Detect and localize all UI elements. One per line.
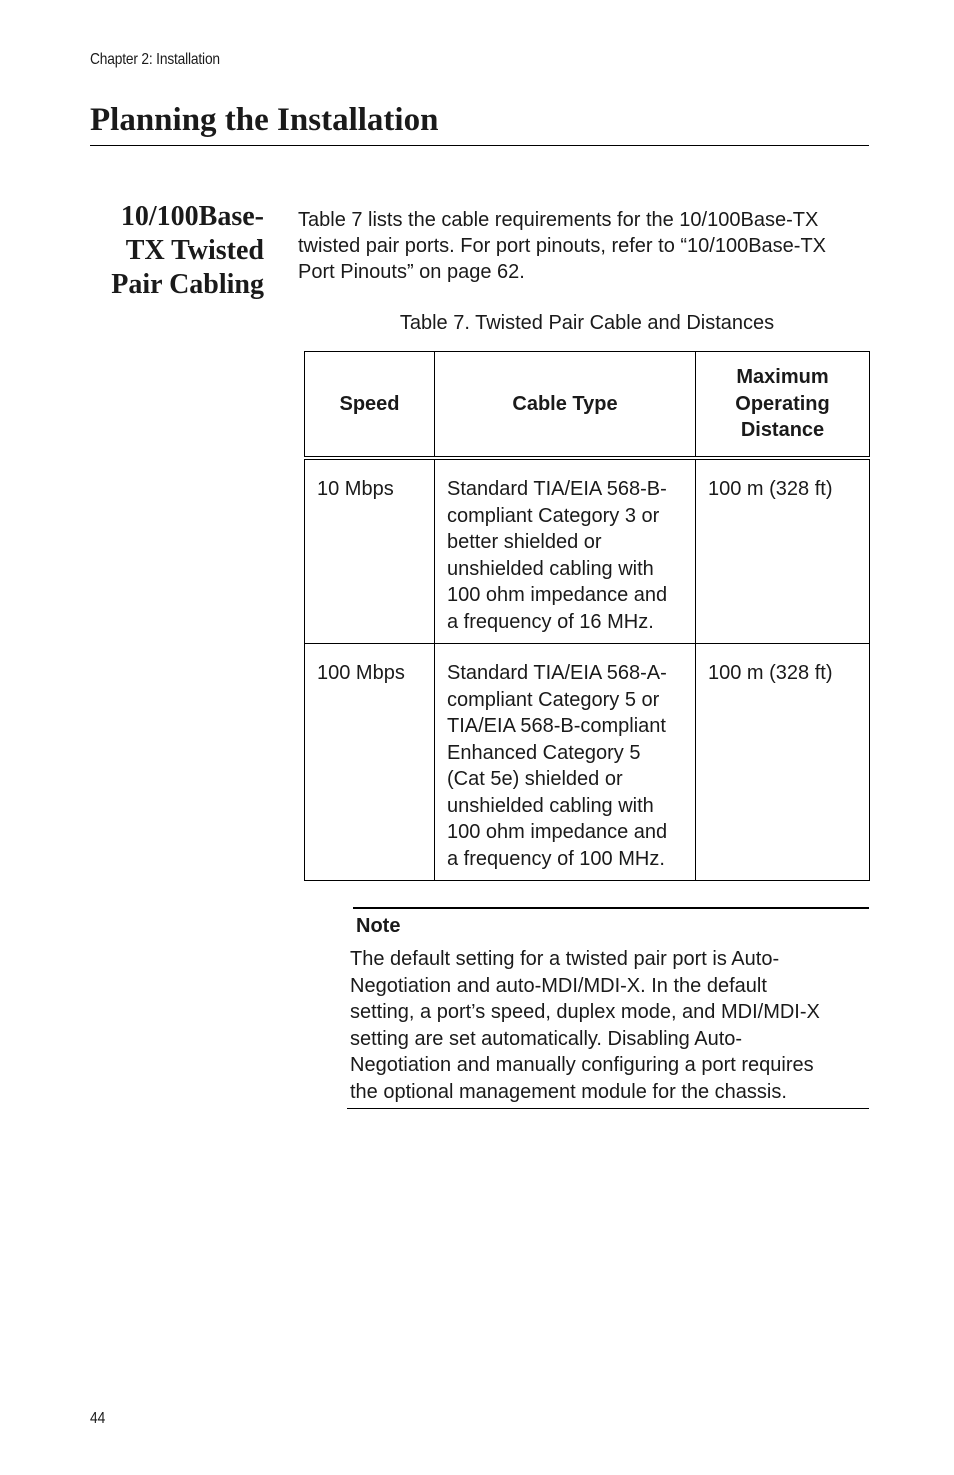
intro-line: Port Pinouts” on page 62. — [298, 261, 525, 283]
note-body — [350, 946, 869, 1105]
section-heading-line: TX Twisted — [125, 235, 264, 266]
cell-speed: 100 Mbps — [305, 644, 435, 881]
table-caption: Table 7. Twisted Pair Cable and Distances — [399, 312, 775, 334]
note-line: The default setting for a twisted pair port is Auto- — [350, 948, 780, 970]
header-max-distance: Maximum Operating Distance — [696, 352, 870, 459]
note-bottom-rule — [347, 1108, 869, 1109]
page-number: 44 — [90, 1410, 106, 1427]
note-line: the optional management module for the chassis. — [350, 1080, 787, 1103]
cable-table — [304, 351, 870, 881]
section-heading-line: 10/100Base- — [120, 201, 264, 232]
note-label: Note — [356, 915, 401, 937]
title-rule — [90, 145, 869, 146]
table-header-row — [305, 352, 870, 459]
note-line: Negotiation and manually configuring a port requires — [350, 1054, 814, 1076]
cell-speed: 10 Mbps — [305, 458, 435, 644]
cell-distance: 100 m (328 ft) — [696, 644, 870, 881]
note-line: setting are set automatically. Disabling Auto- — [350, 1027, 743, 1050]
note-line: Negotiation and auto-MDI/MDI-X. In the default — [350, 974, 767, 997]
page-title: Planning the Installation — [90, 102, 439, 138]
table-row — [305, 458, 870, 644]
intro-paragraph — [298, 207, 873, 285]
intro-line: Table 7 lists the cable requirements for the 10/100Base-TX — [298, 209, 819, 231]
cell-distance: 100 m (328 ft) — [696, 458, 870, 644]
note-top-rule — [353, 907, 869, 909]
cell-cable-type: Standard TIA/EIA 568-B- compliant Category 3 or better shielded or unshielded cabling with 100 ohm impedance and a frequency of 16 MHz. — [435, 458, 696, 644]
note-line: setting, a port’s speed, duplex mode, and MDI/MDI-X — [350, 1001, 820, 1023]
section-heading-line: Pair Cabling — [111, 269, 264, 300]
section-heading — [60, 200, 264, 302]
running-head: Chapter 2: Installation — [90, 51, 220, 68]
header-speed: Speed — [305, 352, 435, 459]
cell-cable-type: Standard TIA/EIA 568-A- compliant Category 5 or TIA/EIA 568-B-compliant Enhanced Category 5 (Cat 5e) shielded or unshielded cabling with 100 ohm impedance and a frequency of 100 MHz. — [435, 644, 696, 881]
table-row — [305, 644, 870, 881]
intro-line: twisted pair ports. For port pinouts, refer to “10/100Base-TX — [298, 235, 827, 257]
header-cable-type: Cable Type — [435, 352, 696, 459]
